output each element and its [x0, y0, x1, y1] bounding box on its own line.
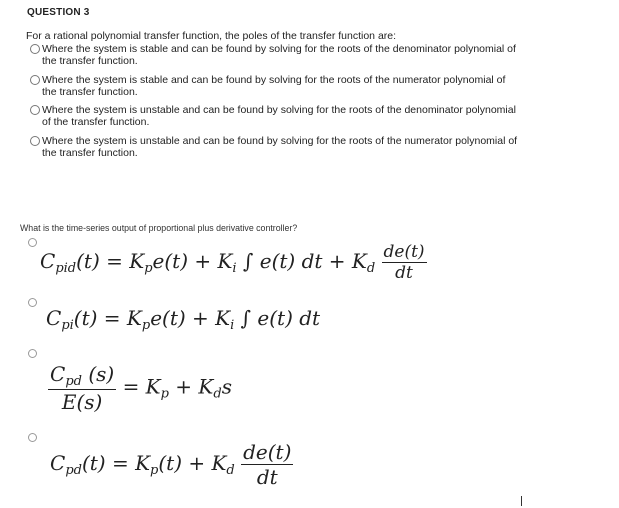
text-cursor [521, 496, 522, 506]
equation-pi: $C_{pi}(t) = K_pe(t) + K_i$ ∫ e(t) dt [46, 306, 321, 333]
question-prompt-2: What is the time-series output of proportional plus derivative controller? [20, 223, 298, 233]
question-title: QUESTION 3 [27, 7, 90, 18]
radio-button-d[interactable] [28, 433, 37, 442]
radio-button[interactable] [30, 75, 40, 85]
radio-button-a[interactable] [28, 238, 37, 247]
radio-button-c[interactable] [28, 349, 37, 358]
radio-button-b[interactable] [28, 298, 37, 307]
equation-pd-time: $C_{pd}(t) = K_p(t) + K_d$ $\frac{de(t)}{dt}$ [50, 440, 292, 489]
radio-button[interactable] [30, 44, 40, 54]
equation-pd-transfer: $\frac{C_{pd} (s)}{E(s)}$ = $K_p + K_ds$ [50, 362, 232, 414]
equation-pid: $C_{pid}(t) = K_pe(t) + K_i$ ∫ e(t) dt + $K_d$ $\frac{de(t)}{dt}$ [40, 242, 425, 283]
question-prompt: For a rational polynomial transfer function, the poles of the transfer function are: [26, 30, 397, 42]
radio-button[interactable] [30, 136, 40, 146]
radio-button[interactable] [30, 105, 40, 115]
